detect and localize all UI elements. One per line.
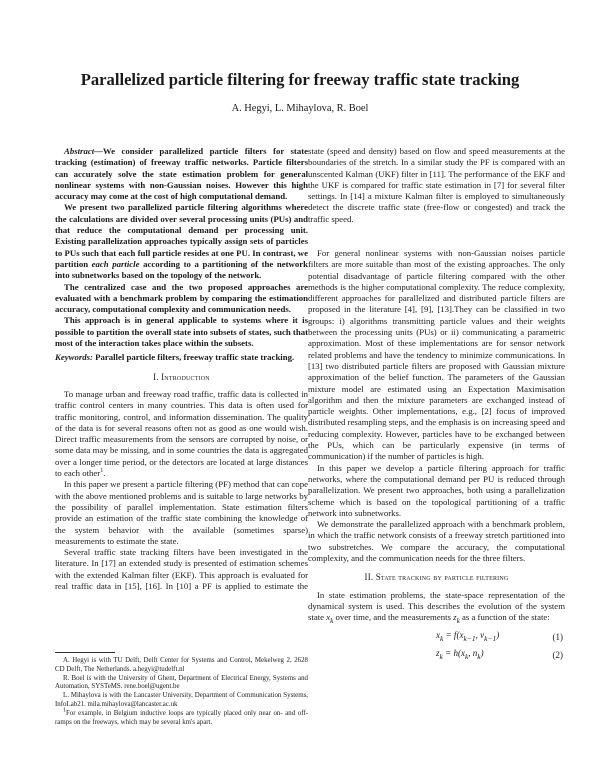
intro-paragraph-3: Several traffic state tracking filters have been investigated in the literature. In [17] an extended study is presented of estimation schemes with the extended Kalman filter (EKF). This approach is evaluated for real traffic data in [15], [16]. In [10] a PF is applied to estimate the	[55, 547, 308, 591]
abstract-paragraph-2	[55, 202, 308, 281]
intro-paragraph-5: In this paper we develop a particle filtering approach for traffic networks, where the computational demand per PU is reduced through parallelization. We present two approaches, both using a parallelization scheme which is based on the topological partitioning of a traffic network into subnetworks.	[308, 462, 565, 518]
section-number: I.	[153, 371, 159, 382]
symbol-z: z	[453, 612, 457, 623]
symbol-x: x	[326, 612, 331, 623]
keywords-text: Parallel particle filters, freeway traffic state tracking.	[95, 352, 295, 363]
section-heading-introduction	[55, 372, 308, 383]
footnote-1	[55, 707, 308, 728]
keywords-label: Keywords:	[55, 352, 93, 363]
abstract-text-1: We consider parallelized particle filters for state tracking (estimation) of freeway traffic networks. Particle filters can accurately solve the state estimation problem for general nonlinear systems with non-Gaussian noises. However this high accuracy may come at the cost of high computational demand.	[55, 146, 308, 202]
equation-1-expr: $x_k = f(x_{k-1}$, $v_{k-1}$)	[436, 630, 500, 644]
subscript-k: k	[456, 616, 460, 625]
intro-paragraph-1: To manage urban and freeway road traffic, traffic data is collected in traffic control centers in many countries. This data is often used for traffic monitoring, control, and information dissemination. The quality of the data is for several reasons often not as good as one would wish. Direct traffic measurements from the sensors are corrupted by noise, or some data may be missing, and in some countries the data is aggregated over a longer time period, or the detectors are located at large distances to each other$^1$.	[55, 388, 308, 479]
state-paragraph-1	[308, 590, 565, 628]
keywords	[55, 352, 308, 363]
footnotes	[55, 652, 308, 727]
left-column	[55, 146, 308, 592]
equation-2	[308, 647, 565, 663]
footnote-1-text: For example, in Belgium inductive loops are typically placed only near on- and off-ramps on the freeways, which may be several km's apart.	[55, 709, 308, 726]
abstract-emphasis: each particle	[91, 258, 140, 269]
state-text-pre: In state estimation problems, the state-space representation of the dynamical system is used. This describes the evolution of the system state	[308, 589, 565, 623]
right-column	[308, 146, 565, 663]
intro-paragraph-4: For general nonlinear systems with non-Gaussian noises particle filters are more suitable than most of the existing approaches. The only potential disadvantage of particle filtering compared with the other methods is the higher computational complexity. The reduce complexity, different approaches for parallelized and distributed particle filters are proposed in the literature [4], [9], [13].They can be classified in two groups: i) algorithms transmitting particle values and their weights between the processing units (PUs) or ii) communicating a parametric approximation. Most of these implementations are for sensor network related problems and have the tendency to minimize communications. In [13] two distributed particle filters are proposed with Gaussian mixture approximation of the belief function. The parameters of the Gaussian mixture model are estimated using an Expectation Maximisation algorithm and then the mixture parameters are exchanged instead of particle weights. Other implementations, e.g., [2] focus of improved distributed resampling steps, and the emphasis is on increasing speed and reducing complexity. However, particles have to be exchanged between the PUs, which can be particularly expensive (in terms of communication) if the number of particles is high.	[308, 248, 565, 462]
section-title: State tracking by particle filtering	[375, 572, 509, 583]
author-list: A. Hegyi, L. Mihaylova, R. Boel	[231, 103, 369, 114]
equation-2-number: (2)	[552, 649, 563, 660]
footnote-affiliation-hegyi: A. Hegyi is with TU Delft, Delft Center for Systems and Control, Mekelweg 2, 2628 CD Delft, The Netherlands. a.hegyi@tudelft.nl	[55, 657, 308, 673]
equation-1	[308, 629, 565, 645]
abstract-dash: —	[94, 146, 103, 156]
paper-title: Parallelized particle filtering for freeway traffic state tracking	[80, 70, 520, 89]
intro-paragraph-2: In this paper we present a particle filtering (PF) method that can cope with the above mentioned problems and is suitable to large networks by the possibility of parallel implementation. State estimation filters provide an estimation of the traffic state combining the knowledge of the system behavior with the available (sometimes sparse) measurements to estimate the state.	[55, 479, 308, 546]
abstract-text-2b: according to a partitioning of the network into subnetworks based on the topology of the network.	[55, 258, 309, 281]
abstract-paragraph-4: This approach is in general applicable to systems where it is possible to partition the overall state into subsets of states, such that most of the interaction takes place within the subsets.	[55, 315, 308, 349]
footnote-affiliation-boel: R. Boel is with the University of Ghent, Department of Electrical Energy, Systems and Automation, SYSTeMS. rene.boel@ugent.be	[55, 674, 308, 691]
section-number: II.	[364, 572, 374, 583]
footnote-rule	[55, 652, 115, 653]
equation-1-number: (1)	[552, 632, 563, 643]
abstract-text-2a: We present two parallelized particle filtering algorithms where the calculations are divided over several processing units (PUs) and that reduce the computational demand per processing unit. Existing parallelization approaches typically assign sets of particles to PUs such that each full particle resides at one PU. In contrast, we partition	[55, 202, 308, 269]
abstract-paragraph-3: The centralized case and the two proposed approaches are evaluated with a benchmark problem by comparing the estimation accuracy, computational complexity and communication needs.	[55, 281, 308, 315]
section-title: Introduction	[161, 371, 210, 382]
footnote-mark: 1	[63, 707, 66, 714]
abstract-paragraph-1	[55, 146, 308, 202]
footnote-ref: 1	[100, 468, 104, 475]
intro-paragraph-3-cont	[308, 146, 565, 248]
intro-text-3-cont: state (speed and density) based on flow and speed measurements at the boundaries of the stretch. In a similar study the PF is compared with an unscented Kalman (UKF) filter in [11]. The performance of the EKF and the UKF is compared for traffic state estimation in [7] for several filter settings. In [14] a mixture Kalman filter is employed to simultaneously detect the discrete traffic state (free-flow or congested) and track the traffic speed.	[308, 146, 565, 224]
abstract-label: Abstract	[64, 146, 95, 156]
footnote-affiliation-mihaylova: L. Mihaylova is with the Lancaster University, Department of Communication Systems, InfoLab21. mila.mihaylova@lancaster.ac.uk	[55, 692, 308, 708]
state-text-post: as a function of the state:	[461, 612, 550, 623]
intro-paragraph-6: We demonstrate the parallelized approach with a benchmark problem, in which the traffic network consists of a freeway stretch partitioned into two substretches. We compare the accuracy, the computational complexity, and the communication needs for the three filters.	[308, 519, 565, 564]
section-heading-state-tracking	[308, 572, 565, 583]
intro-text-1: To manage urban and freeway road traffic, traffic data is collected in traffic control centers in many countries. This data is often used for traffic monitoring, control, and information dissemination. The quality of the data is for several reasons often not as good as one would wish. Direct traffic measurements from the sensors are corrupted by noise, or some data may be missing, and in some countries the data is aggregated over a longer time period, or the detectors are located at large distances to each other	[55, 388, 308, 479]
equation-2-expr: $z_k = h(x_k$, $n_k$)	[436, 648, 484, 661]
subscript-k: k	[330, 616, 334, 625]
state-text-mid: over time, and the measurements	[335, 612, 451, 623]
